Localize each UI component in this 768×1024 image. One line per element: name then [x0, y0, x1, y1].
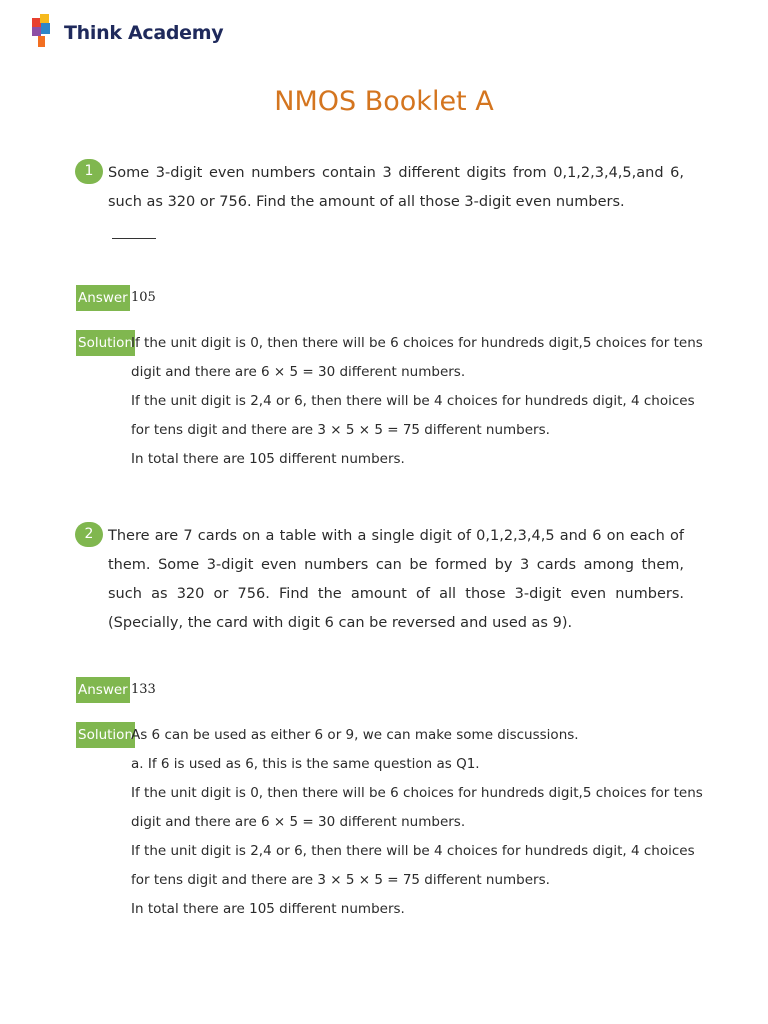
question-1-number-badge: 1: [75, 159, 103, 184]
think-academy-logo: [28, 14, 228, 54]
solution-line: digit and there are 6 × 5 = 30 different numbers.: [131, 364, 466, 380]
solution-line: If the unit digit is 2,4 or 6, then there will be 4 choices for hundreds digit, 4 choices: [131, 393, 695, 409]
solution-line: As 6 can be used as either 6 or 9, we can make some discussions.: [131, 727, 579, 743]
question-1-solution: [131, 329, 703, 474]
question-1-answer-label: Answer: [76, 285, 130, 311]
think-academy-logo-icon: [28, 14, 60, 54]
question-1-text: Some 3-digit even numbers contain 3 different digits from 0,1,2,3,4,5,and 6, such as 320 or 756. Find the amount of all those 3-digit even numbers.: [108, 165, 684, 210]
solution-line: If the unit digit is 2,4 or 6, then there will be 4 choices for hundreds digit, 4 choices: [131, 843, 695, 859]
brand-name: Think Academy: [64, 22, 224, 44]
question-2-text: There are 7 cards on a table with a single digit of 0,1,2,3,4,5 and 6 on each of them. Some 3-digit even numbers can be formed by 3 cards among them, such as 320 or 756. Find the amount of all those 3-digit even numbers. (Specially, the card with digit 6 can be reversed and used as 9).: [108, 528, 684, 631]
solution-line: digit and there are 6 × 5 = 30 different numbers.: [131, 814, 466, 830]
solution-line: a. If 6 is used as 6, this is the same question as Q1.: [131, 756, 480, 772]
solution-line: If the unit digit is 0, then there will be 6 choices for hundreds digit,5 choices for tens: [131, 335, 703, 351]
question-2-answer-value: 133: [131, 682, 156, 697]
question-2-number-badge: 2: [75, 522, 103, 547]
question-2-solution: [131, 721, 703, 924]
solution-line: for tens digit and there are 3 × 5 × 5 = 75 different numbers.: [131, 422, 550, 438]
solution-line: In total there are 105 different numbers.: [131, 451, 405, 467]
solution-line: In total there are 105 different numbers.: [131, 901, 405, 917]
solution-line: for tens digit and there are 3 × 5 × 5 = 75 different numbers.: [131, 872, 550, 888]
question-2-solution-label: Solution: [76, 722, 135, 748]
answer-blank-line: [112, 238, 156, 239]
solution-line: If the unit digit is 0, then there will be 6 choices for hundreds digit,5 choices for tens: [131, 785, 703, 801]
question-2-answer-label: Answer: [76, 677, 130, 703]
page-title: NMOS Booklet A: [274, 86, 494, 117]
question-1-answer-value: 105: [131, 290, 156, 305]
question-1-solution-label: Solution: [76, 330, 135, 356]
